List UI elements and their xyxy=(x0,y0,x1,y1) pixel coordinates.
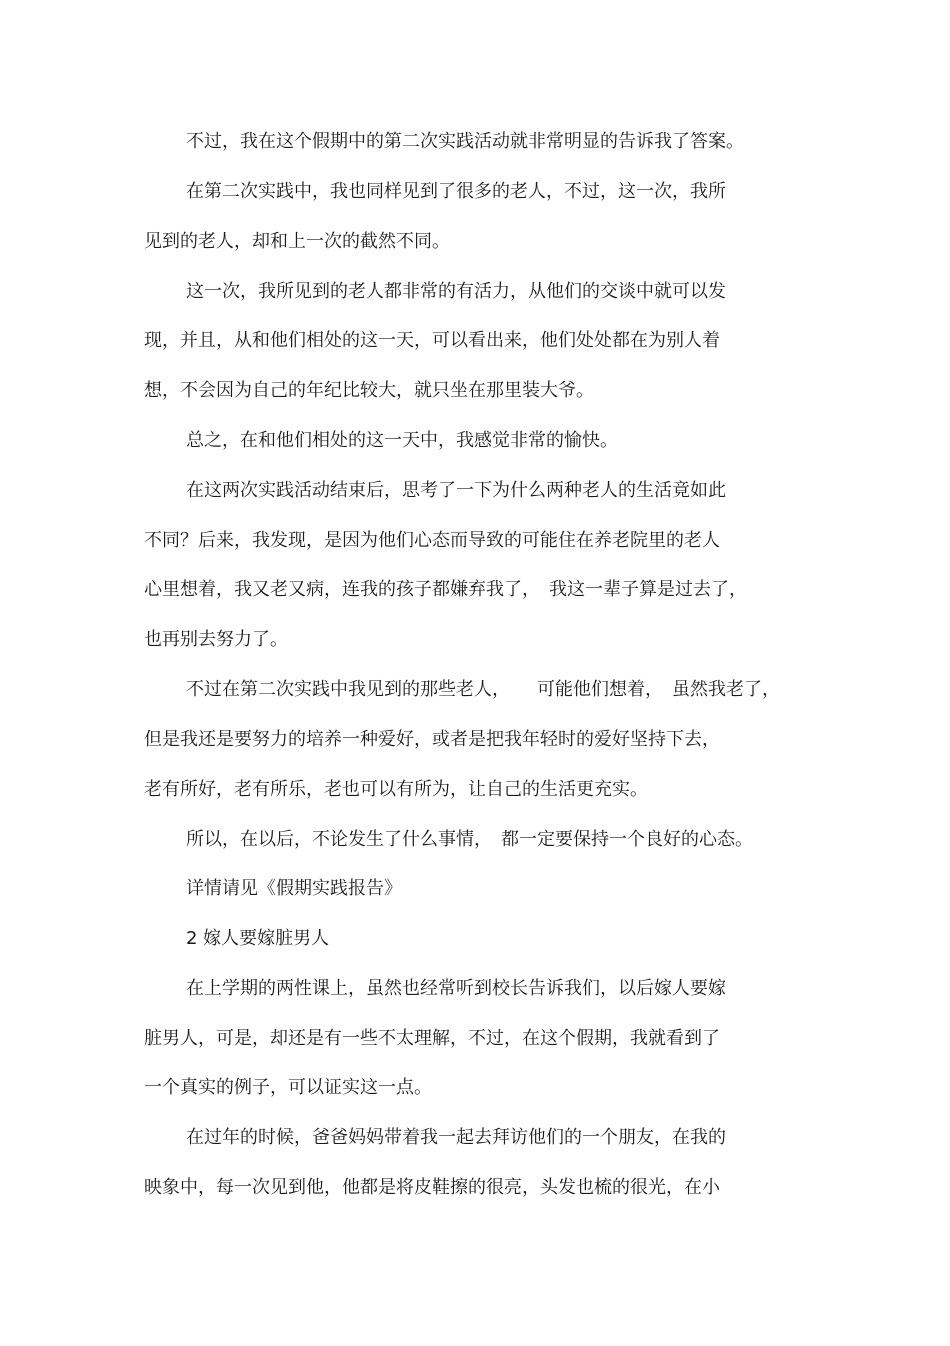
text-line: 在这两次实践活动结束后，思考了一下为什么两种老人的生活竟如此 xyxy=(186,480,726,501)
text-line: 但是我还是要努力的培养一种爱好，或者是把我年轻时的爱好坚持下去， xyxy=(144,729,720,750)
text-line: 也再别去努力了。 xyxy=(144,629,288,650)
text-line: 所以，在以后，不论发生了什么事情， 都一定要保持一个良好的心态。 xyxy=(186,829,753,850)
text-line: 老有所好，老有所乐，老也可以有所为，让自己的生活更充实。 xyxy=(144,779,648,800)
text-line: 这一次，我所见到的老人都非常的有活力，从他们的交谈中就可以发 xyxy=(186,281,726,302)
text-line: 在上学期的两性课上，虽然也经常听到校长告诉我们，以后嫁人要嫁 xyxy=(186,978,726,999)
text-line: 心里想着，我又老又病，连我的孩子都嫌弃我了， 我这一辈子算是过去了， xyxy=(144,579,747,600)
text-line: 不同？后来，我发现，是因为他们心态而导致的可能住在养老院里的老人 xyxy=(144,530,720,551)
text-line: 不过，我在这个假期中的第二次实践活动就非常明显的告诉我了答案。 xyxy=(186,131,744,152)
text-line: 总之，在和他们相处的这一天中，我感觉非常的愉快。 xyxy=(186,430,618,451)
text-line: 一个真实的例子，可以证实这一点。 xyxy=(144,1077,432,1098)
text-line: 见到的老人，却和上一次的截然不同。 xyxy=(144,231,450,252)
text-line: 脏男人，可是，却还是有一些不太理解，不过，在这个假期，我就看到了 xyxy=(144,1028,720,1049)
text-line: 现，并且，从和他们相处的这一天，可以看出来，他们处处都在为别人着 xyxy=(144,330,720,351)
text-line: 想，不会因为自己的年纪比较大，就只坐在那里装大爷。 xyxy=(144,380,594,401)
text-line: 详情请见《假期实践报告》 xyxy=(186,878,402,899)
text-line: 在第二次实践中，我也同样见到了很多的老人，不过，这一次，我所 xyxy=(186,181,726,202)
section-heading: 2 嫁人要嫁脏男人 xyxy=(186,928,330,949)
text-line: 在过年的时候，爸爸妈妈带着我一起去拜访他们的一个朋友，在我的 xyxy=(186,1127,726,1148)
text-line: 映象中，每一次见到他，他都是将皮鞋擦的很亮，头发也梳的很光，在小 xyxy=(144,1177,720,1198)
text-line: 不过在第二次实践中我见到的那些老人， 可能他们想着， 虽然我老了， xyxy=(186,679,780,700)
